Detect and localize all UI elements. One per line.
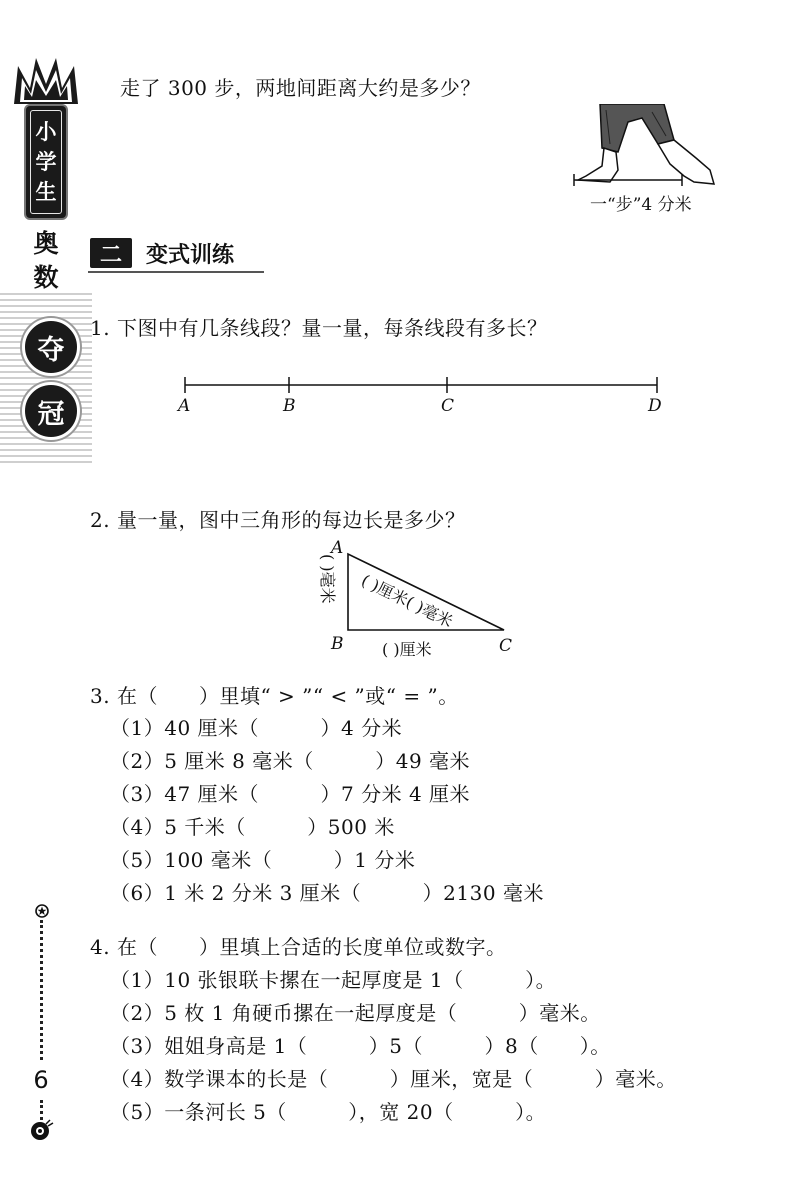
hypotenuse-label: ( )厘米( )毫米 bbox=[358, 570, 456, 632]
point-d-label: D bbox=[648, 396, 662, 416]
q4-item-5: （5）一条河长 5（ ），宽 20（ ）。 bbox=[110, 1100, 547, 1124]
brand-char-2: 学 bbox=[35, 150, 57, 174]
star-icon bbox=[35, 904, 49, 918]
q4-item-2: （2）5 枚 1 角硬币摞在一起厚度是（ ）毫米。 bbox=[110, 1001, 601, 1025]
point-b-label: B bbox=[283, 396, 296, 416]
q4-item-3: （3）姐姐身高是 1（ ）5（ ）8（ ）。 bbox=[110, 1034, 611, 1058]
dotted-line bbox=[40, 920, 43, 1060]
intro-text: 走了 300 步，两地间距离大约是多少？ bbox=[120, 76, 481, 100]
bottom-side-label: ( )厘米 bbox=[382, 640, 432, 659]
section-underline bbox=[88, 271, 264, 273]
vertex-c-label: C bbox=[499, 636, 513, 656]
brand-char-1: 小 bbox=[35, 120, 57, 144]
point-a-label: A bbox=[178, 396, 191, 416]
vertex-b-label: B bbox=[331, 634, 344, 654]
q3-item-3: （3）47 厘米（ ）7 分米 4 厘米 bbox=[110, 782, 471, 806]
q3-item-6: （6）1 米 2 分米 3 厘米（ ）2130 毫米 bbox=[110, 881, 544, 905]
walking-legs-illustration bbox=[566, 104, 716, 190]
q3-item-5: （5）100 毫米（ ）1 分米 bbox=[110, 848, 416, 872]
q4-item-1: （1）10 张银联卡摞在一起厚度是 1（ ）。 bbox=[110, 968, 557, 992]
brand-word-2: 数 bbox=[33, 263, 59, 292]
step-caption: 一“步”4 分米 bbox=[590, 195, 692, 215]
point-c-label: C bbox=[441, 396, 455, 416]
question-3-text: 3. 在（ ）里填“ > ”“ < ”或“ = ”。 bbox=[90, 684, 459, 708]
q3-item-2: （2）5 厘米 8 毫米（ ）49 毫米 bbox=[110, 749, 471, 773]
q3-item-4: （4）5 千米（ ）500 米 bbox=[110, 815, 395, 839]
brand-char-3: 生 bbox=[35, 180, 57, 204]
crown-icon bbox=[12, 56, 80, 108]
q3-item-1: （1）40 厘米（ ）4 分米 bbox=[110, 716, 403, 740]
left-side-label: ( )毫米 bbox=[318, 554, 337, 604]
section-header bbox=[88, 236, 264, 272]
question-2-text: 2. 量一量，图中三角形的每边长是多少？ bbox=[90, 508, 466, 532]
dotted-line-lower bbox=[40, 1100, 43, 1120]
question-4-text: 4. 在（ ）里填上合适的长度单位或数字。 bbox=[90, 935, 507, 959]
q4-item-4: （4）数学课本的长是（ ）厘米，宽是（ ）毫米。 bbox=[110, 1067, 677, 1091]
brand-word-1: 奥 bbox=[33, 229, 59, 258]
line-segment-figure bbox=[176, 372, 672, 402]
question-1-text: 1. 下图中有几条线段？量一量，每条线段有多长？ bbox=[90, 316, 548, 340]
section-number: 二 bbox=[90, 238, 132, 268]
snail-icon bbox=[28, 1118, 54, 1142]
brand-badge-1: 夺 bbox=[22, 318, 80, 376]
brand-badge-2: 冠 bbox=[22, 382, 80, 440]
page-number: 6 bbox=[33, 1066, 49, 1094]
vertex-a-label: A bbox=[331, 538, 344, 558]
brand-title-box bbox=[26, 106, 66, 218]
brand-strip bbox=[0, 0, 92, 1184]
section-title: 变式训练 bbox=[146, 243, 235, 268]
